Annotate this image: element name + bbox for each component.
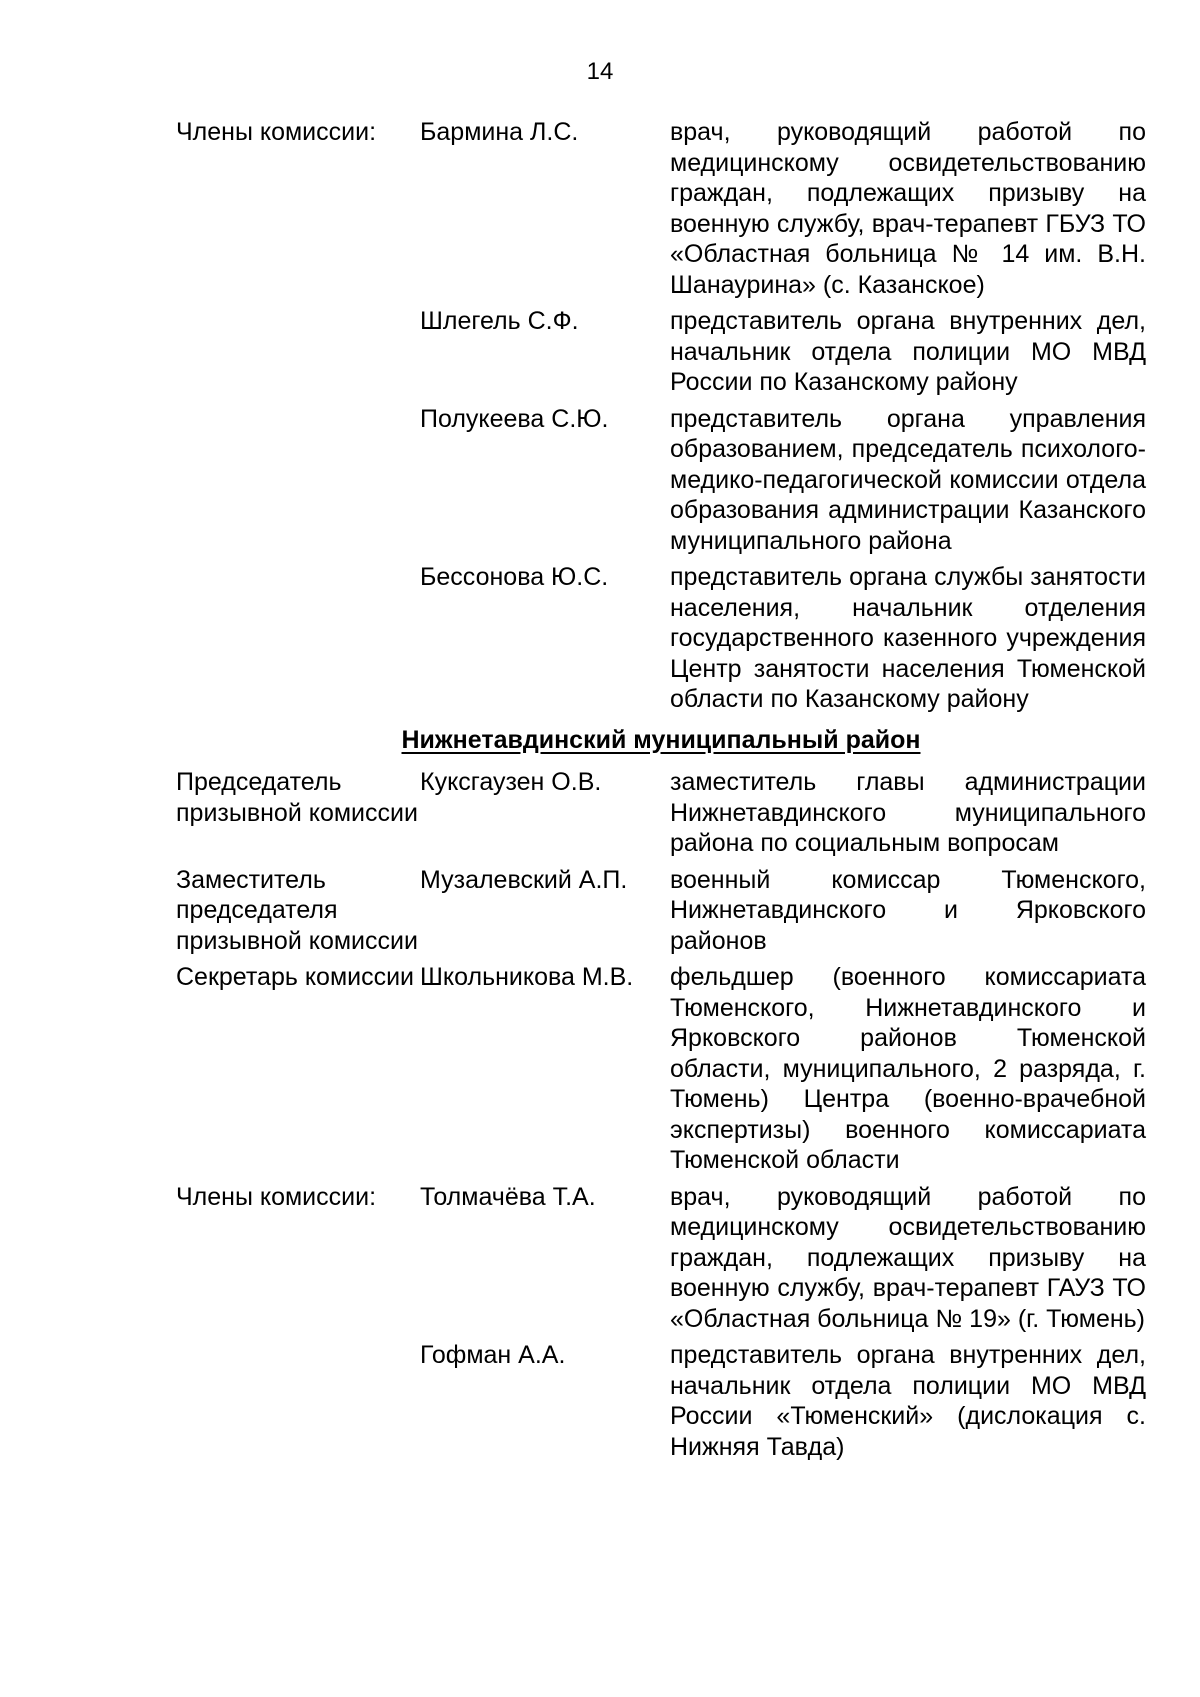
member-role: [176, 306, 420, 398]
member-role: Члены комиссии:: [176, 1182, 377, 1211]
member-entry: [176, 117, 1146, 300]
member-entry: [176, 962, 1146, 1176]
member-role: [176, 404, 420, 557]
member-name: Толмачёва Т.А.: [420, 1182, 596, 1211]
member-entry: [176, 404, 1146, 557]
member-role: Председатель призывной комиссии: [176, 768, 418, 827]
member-entry: [176, 306, 1146, 398]
member-description: врач, руководящий работой по медицинскому освидетельствованию граждан, подлежащих призыву на военную службу, врач-терапевт ГБУЗ ТО «Областная больница № 14 им. В.Н. Шанаурина» (с. Казанское): [670, 118, 1146, 299]
member-entry: [176, 1182, 1146, 1335]
member-entry: [176, 562, 1146, 715]
page-number: 14: [586, 58, 614, 85]
member-name: Полукеева С.Ю.: [420, 404, 609, 433]
member-name: Бессонова Ю.С.: [420, 563, 609, 591]
commission-list: [176, 117, 1146, 1468]
member-name: Шлегель С.Ф.: [420, 307, 579, 335]
member-name: Школьникова М.В.: [420, 963, 634, 991]
member-name: Музалевский А.П.: [420, 865, 628, 894]
member-description: представитель органа внутренних дел, начальник отдела полиции МО МВД России «Тюменский» (дислокация с. Нижняя Тавда): [670, 1341, 1146, 1461]
member-description: представитель органа службы занятости населения, начальник отделения государственного казенного учреждения Центр занятости населения Тюменской области по Казанскому району: [670, 563, 1146, 713]
member-description: фельдшер (военного комиссариата Тюменского, Нижнетавдинского и Ярковского районов Тюменской области, муниципального, 2 разряда, г. Тюмень) Центра (военно-врачебной экспертизы) военного комиссариата Тюменской области: [670, 963, 1146, 1174]
member-role: Члены комиссии:: [176, 118, 377, 146]
member-role: [176, 562, 420, 715]
member-name: Гофман А.А.: [420, 1341, 566, 1369]
member-description: представитель органа управления образованием, председатель психолого-медико-педагогической комиссии отдела образования администрации Казанского муниципального района: [670, 404, 1146, 555]
member-role: Заместитель председателя призывной комиссии: [176, 865, 418, 955]
member-entry: [176, 1340, 1146, 1462]
section-title: Нижнетавдинский муниципальный район: [401, 725, 921, 754]
member-entry: [176, 865, 1146, 957]
member-description: заместитель главы администрации Нижнетавдинского муниципального района по социальным вопросам: [670, 768, 1146, 857]
member-description: врач, руководящий работой по медицинскому освидетельствованию граждан, подлежащих призыву на военную службу, врач-терапевт ГАУЗ ТО «Областная больница № 19» (г. Тюмень): [670, 1182, 1146, 1333]
member-description: представитель органа внутренних дел, начальник отдела полиции МО МВД России по Казанскому району: [670, 307, 1146, 396]
member-name: Куксгаузен О.В.: [420, 768, 602, 796]
member-description: военный комиссар Тюменского, Нижнетавдинского и Ярковского районов: [670, 865, 1146, 955]
member-entry: [176, 767, 1146, 859]
member-role: [176, 1340, 420, 1462]
member-role: Секретарь комиссии: [176, 963, 415, 991]
member-name: Бармина Л.С.: [420, 118, 579, 146]
